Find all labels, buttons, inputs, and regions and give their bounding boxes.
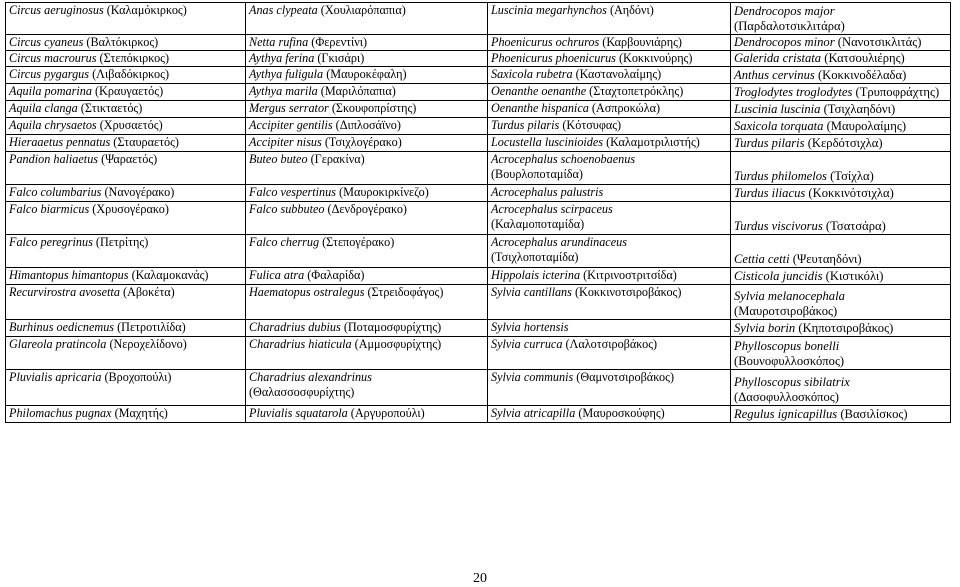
common-name: (Ψαραετός)	[101, 152, 158, 166]
scientific-name: Recurvirostra avosetta	[9, 285, 120, 299]
common-name: (Διπλοσάϊνο)	[335, 118, 401, 132]
table-cell	[6, 285, 246, 320]
table-row	[6, 202, 951, 235]
table-cell	[488, 152, 731, 185]
table-cell	[731, 268, 951, 285]
scientific-name: Phoenicurus ochruros	[491, 35, 600, 49]
scientific-name: Haematopus ostralegus	[249, 285, 365, 299]
scientific-name: Falco peregrinus	[9, 235, 93, 249]
common-name: (Ποταμοσφυρίχτης)	[343, 320, 442, 334]
scientific-name: Hieraaetus pennatus	[9, 135, 111, 149]
scientific-name: Turdus pilaris	[734, 136, 805, 150]
table-row	[6, 285, 951, 320]
common-name: (Τσιχλογέρακο)	[324, 135, 402, 149]
table-cell	[6, 101, 246, 118]
scientific-name: Troglodytes troglodytes	[734, 85, 853, 99]
table-cell	[488, 51, 731, 67]
table-cell	[731, 135, 951, 152]
table-row	[6, 185, 951, 202]
common-name: (Αμμοσφυρίχτης)	[354, 337, 442, 351]
table-row	[6, 406, 951, 423]
common-name: (Καλαμοποταμίδα)	[491, 217, 585, 231]
scientific-name: Falco vespertinus	[249, 185, 336, 199]
scientific-name: Sylvia borin	[734, 321, 796, 335]
scientific-name: Aquila clanga	[9, 101, 78, 115]
table-cell	[731, 67, 951, 84]
scientific-name: Anthus cervinus	[734, 68, 815, 82]
scientific-name: Fulica atra	[249, 268, 305, 282]
common-name: (Καρβουνιάρης)	[602, 35, 682, 49]
table-cell	[488, 101, 731, 118]
table-cell	[488, 118, 731, 135]
table-cell	[246, 235, 488, 268]
common-name: (Πετρίτης)	[95, 235, 149, 249]
scientific-name: Falco columbarius	[9, 185, 102, 199]
scientific-name: Himantopus himantopus	[9, 268, 129, 282]
table-cell	[488, 320, 731, 337]
common-name: (Μαυρολαίμης)	[826, 119, 907, 133]
scientific-name: Sylvia curruca	[491, 337, 563, 351]
common-name: (Αργυροπούλι)	[350, 406, 425, 420]
scientific-name: Locustella luscinioides	[491, 135, 604, 149]
table-cell	[6, 152, 246, 185]
scientific-name: Turdus iliacus	[734, 186, 806, 200]
table-cell	[731, 3, 951, 35]
common-name: (Νανοτσικλιτάς)	[837, 35, 922, 49]
scientific-name: Falco subbuteo	[249, 202, 325, 216]
common-name: (Καλαμοκανάς)	[131, 268, 209, 282]
scientific-name: Mergus serrator	[249, 101, 329, 115]
table-cell	[488, 67, 731, 84]
table-cell	[246, 337, 488, 370]
common-name: (Στικταετός)	[80, 101, 143, 115]
scientific-name: Netta rufina	[249, 35, 309, 49]
common-name: (Θαλασσοσφυρίχτης)	[249, 385, 355, 399]
table-row	[6, 84, 951, 101]
table-cell	[246, 135, 488, 152]
common-name: (Καστανολαίμης)	[575, 67, 662, 81]
common-name: (Σταυραετός)	[113, 135, 179, 149]
table-cell	[6, 35, 246, 51]
scientific-name: Hippolais icterina	[491, 268, 581, 282]
table-cell	[6, 185, 246, 202]
common-name: (Νανογέρακο)	[104, 185, 175, 199]
scientific-name: Aquila pomarina	[9, 84, 92, 98]
scientific-name: Acrocephalus scirpaceus	[491, 202, 613, 216]
scientific-name: Circus cyaneus	[9, 35, 84, 49]
common-name: (Λαλοτσιροβάκος)	[565, 337, 658, 351]
page-number: 20	[473, 571, 487, 586]
common-name: (Καλαμόκιρκος)	[106, 3, 187, 17]
common-name: (Αηδόνι)	[609, 3, 654, 17]
scientific-name: Pluvialis apricaria	[9, 370, 102, 384]
common-name: (Στεπογέρακο)	[322, 235, 395, 249]
common-name: (Βαλτόκιρκος)	[86, 35, 159, 49]
table-cell	[6, 84, 246, 101]
common-name: (Χρυσογέρακο)	[92, 202, 169, 216]
scientific-name: Charadrius dubius	[249, 320, 341, 334]
table-cell	[246, 406, 488, 423]
table-cell	[246, 84, 488, 101]
table-cell	[246, 202, 488, 235]
scientific-name: Saxicola torquata	[734, 119, 824, 133]
scientific-name: Turdus philomelos	[734, 169, 827, 183]
common-name: (Βουνοφυλλοσκόπος)	[734, 354, 845, 368]
common-name: (Πετροτιλίδα)	[117, 320, 186, 334]
table-cell	[246, 152, 488, 185]
table-cell	[6, 268, 246, 285]
table-cell	[488, 406, 731, 423]
table-cell	[731, 235, 951, 268]
common-name: (Μαυροτσιροβάκος)	[734, 304, 838, 318]
scientific-name: Sylvia communis	[491, 370, 574, 384]
table-cell	[488, 235, 731, 268]
table-cell	[246, 3, 488, 35]
scientific-name: Falco biarmicus	[9, 202, 90, 216]
common-name: (Κιστικόλι)	[825, 269, 884, 283]
scientific-name: Acrocephalus palustris	[491, 185, 604, 199]
scientific-name: Circus pygargus	[9, 67, 90, 81]
scientific-name: Charadrius hiaticula	[249, 337, 352, 351]
common-name: (Σταχτοπετρόκλης)	[589, 84, 684, 98]
common-name: (Κηποτσιροβάκος)	[798, 321, 894, 335]
common-name: (Ασπροκώλα)	[591, 101, 661, 115]
common-name: (Φαλαρίδα)	[307, 268, 365, 282]
common-name: (Κοκκινοτσιροβάκος)	[574, 285, 682, 299]
species-table-body	[6, 3, 951, 423]
common-name: (Μαυροκιρκίνεζο)	[339, 185, 429, 199]
scientific-name: Sylvia melanocephala	[734, 289, 845, 303]
table-row	[6, 67, 951, 84]
common-name: (Κερδότσιχλα)	[807, 136, 883, 150]
common-name: (Κοκκινούρης)	[618, 51, 693, 65]
common-name: (Λιβαδόκιρκος)	[92, 67, 170, 81]
table-cell	[731, 406, 951, 423]
scientific-name: Saxicola rubetra	[491, 67, 573, 81]
scientific-name: Glareola pratincola	[9, 337, 107, 351]
common-name: (Τσιχλοποταμίδα)	[491, 250, 579, 264]
scientific-name: Falco cherrug	[249, 235, 320, 249]
table-cell	[731, 337, 951, 370]
table-cell	[731, 185, 951, 202]
scientific-name: Turdus viscivorus	[734, 219, 823, 233]
common-name: (Βασιλίσκος)	[840, 407, 908, 421]
table-cell	[6, 67, 246, 84]
table-cell	[488, 135, 731, 152]
species-table	[5, 2, 951, 423]
table-row	[6, 370, 951, 406]
common-name: (Τρυποφράχτης)	[855, 85, 940, 99]
table-row	[6, 135, 951, 152]
table-cell	[6, 235, 246, 268]
table-cell	[6, 118, 246, 135]
table-cell	[246, 118, 488, 135]
table-cell	[6, 202, 246, 235]
table-cell	[6, 370, 246, 406]
table-cell	[488, 337, 731, 370]
common-name: (Δενδρογέρακο)	[327, 202, 407, 216]
scientific-name: Oenanthe oenanthe	[491, 84, 587, 98]
scientific-name: Sylvia cantillans	[491, 285, 572, 299]
scientific-name: Circus macrourus	[9, 51, 97, 65]
scientific-name: Accipiter nisus	[249, 135, 322, 149]
table-row	[6, 51, 951, 67]
scientific-name: Pandion haliaetus	[9, 152, 99, 166]
scientific-name: Dendrocopos minor	[734, 35, 835, 49]
table-cell	[731, 202, 951, 235]
table-cell	[488, 268, 731, 285]
common-name: (Τσίχλα)	[830, 169, 874, 183]
scientific-name: Aquila chrysaetos	[9, 118, 97, 132]
common-name: (Στρειδοφάγος)	[367, 285, 444, 299]
common-name: (Γκισάρι)	[317, 51, 365, 65]
table-cell	[246, 35, 488, 51]
scientific-name: Burhinus oedicnemus	[9, 320, 115, 334]
common-name: (Κατσουλιέρης)	[824, 51, 905, 65]
common-name: (Κραυγαετός)	[95, 84, 164, 98]
scientific-name: Sylvia atricapilla	[491, 406, 576, 420]
table-cell	[731, 152, 951, 185]
table-row	[6, 101, 951, 118]
scientific-name: Charadrius alexandrinus	[249, 370, 372, 384]
table-cell	[488, 35, 731, 51]
scientific-name: Philomachus pugnax	[9, 406, 112, 420]
common-name: (Νεροχελίδονο)	[109, 337, 187, 351]
table-cell	[246, 51, 488, 67]
common-name: (Μαχητής)	[114, 406, 168, 420]
scientific-name: Phoenicurus phoenicurus	[491, 51, 616, 65]
common-name: (Μαριλόπαπια)	[320, 84, 396, 98]
table-cell	[6, 135, 246, 152]
common-name: (Καλαμοτριλιστής)	[606, 135, 700, 149]
common-name: (Βουρλοποταμίδα)	[491, 167, 583, 181]
scientific-name: Luscinia megarhynchos	[491, 3, 607, 17]
common-name: (Παρδαλοτσικλιτάρα)	[734, 19, 845, 33]
table-cell	[488, 202, 731, 235]
table-row	[6, 320, 951, 337]
scientific-name: Phylloscopus sibilatrix	[734, 375, 850, 389]
table-cell	[246, 185, 488, 202]
common-name: (Μαυροσκούφης)	[578, 406, 665, 420]
table-cell	[731, 320, 951, 337]
table-cell	[731, 285, 951, 320]
scientific-name: Galerida cristata	[734, 51, 822, 65]
common-name: (Κοκκινοδέλαδα)	[817, 68, 907, 82]
common-name: (Κοκκινότσιχλα)	[808, 186, 894, 200]
scientific-name: Aythya ferina	[249, 51, 315, 65]
table-cell	[6, 51, 246, 67]
table-cell	[246, 320, 488, 337]
table-cell	[6, 406, 246, 423]
common-name: (Στεπόκιρκος)	[99, 51, 170, 65]
scientific-name: Buteo buteo	[249, 152, 308, 166]
scientific-name: Acrocephalus schoenobaenus	[491, 152, 636, 166]
table-cell	[731, 84, 951, 101]
common-name: (Μαυροκέφαλη)	[326, 67, 407, 81]
table-cell	[488, 3, 731, 35]
table-cell	[731, 370, 951, 406]
table-cell	[246, 268, 488, 285]
table-row	[6, 118, 951, 135]
scientific-name: Circus aeruginosus	[9, 3, 104, 17]
scientific-name: Luscinia luscinia	[734, 102, 821, 116]
scientific-name: Regulus ignicapillus	[734, 407, 838, 421]
table-cell	[6, 337, 246, 370]
scientific-name: Oenanthe hispanica	[491, 101, 589, 115]
table-cell	[246, 101, 488, 118]
scientific-name: Pluvialis squatarola	[249, 406, 348, 420]
table-cell	[6, 3, 246, 35]
common-name: (Βροχοπούλι)	[104, 370, 172, 384]
table-cell	[731, 101, 951, 118]
common-name: (Φερεντίνι)	[311, 35, 368, 49]
common-name: (Θαμνοτσιροβάκος)	[576, 370, 675, 384]
table-cell	[246, 370, 488, 406]
common-name: (Ψευταηδόνι)	[792, 252, 862, 266]
table-row	[6, 268, 951, 285]
scientific-name: Phylloscopus bonelli	[734, 339, 840, 353]
scientific-name: Aythya fuligula	[249, 67, 324, 81]
common-name: (Χουλιαρόπαπια)	[320, 3, 406, 17]
table-row	[6, 3, 951, 35]
scientific-name: Anas clypeata	[249, 3, 318, 17]
scientific-name: Dendrocopos major	[734, 4, 835, 18]
common-name: (Δασοφυλλοσκόπος)	[734, 390, 839, 404]
table-row	[6, 235, 951, 268]
scientific-name: Turdus pilaris	[491, 118, 560, 132]
table-cell	[488, 370, 731, 406]
common-name: (Σκουφοπρίστης)	[331, 101, 417, 115]
common-name: (Χρυσαετός)	[99, 118, 163, 132]
scientific-name: Accipiter gentilis	[249, 118, 333, 132]
common-name: (Γερακίνα)	[310, 152, 365, 166]
table-cell	[731, 118, 951, 135]
scientific-name: Acrocephalus arundinaceus	[491, 235, 627, 249]
scientific-name: Sylvia hortensis	[491, 320, 569, 334]
table-cell	[731, 35, 951, 51]
table-cell	[488, 84, 731, 101]
table-row	[6, 337, 951, 370]
common-name: (Τσιχλαηδόνι)	[823, 102, 896, 116]
common-name: (Κότσυφας)	[562, 118, 622, 132]
common-name: (Αβοκέτα)	[122, 285, 175, 299]
table-cell	[246, 67, 488, 84]
table-cell	[6, 320, 246, 337]
table-cell	[246, 285, 488, 320]
table-cell	[731, 51, 951, 67]
table-cell	[488, 185, 731, 202]
scientific-name: Cisticola juncidis	[734, 269, 823, 283]
table-row	[6, 35, 951, 51]
table-cell	[488, 285, 731, 320]
table-row	[6, 152, 951, 185]
common-name: (Κιτρινοστριτσίδα)	[583, 268, 677, 282]
scientific-name: Aythya marila	[249, 84, 318, 98]
common-name: (Τσατσάρα)	[825, 219, 886, 233]
scientific-name: Cettia cetti	[734, 252, 790, 266]
